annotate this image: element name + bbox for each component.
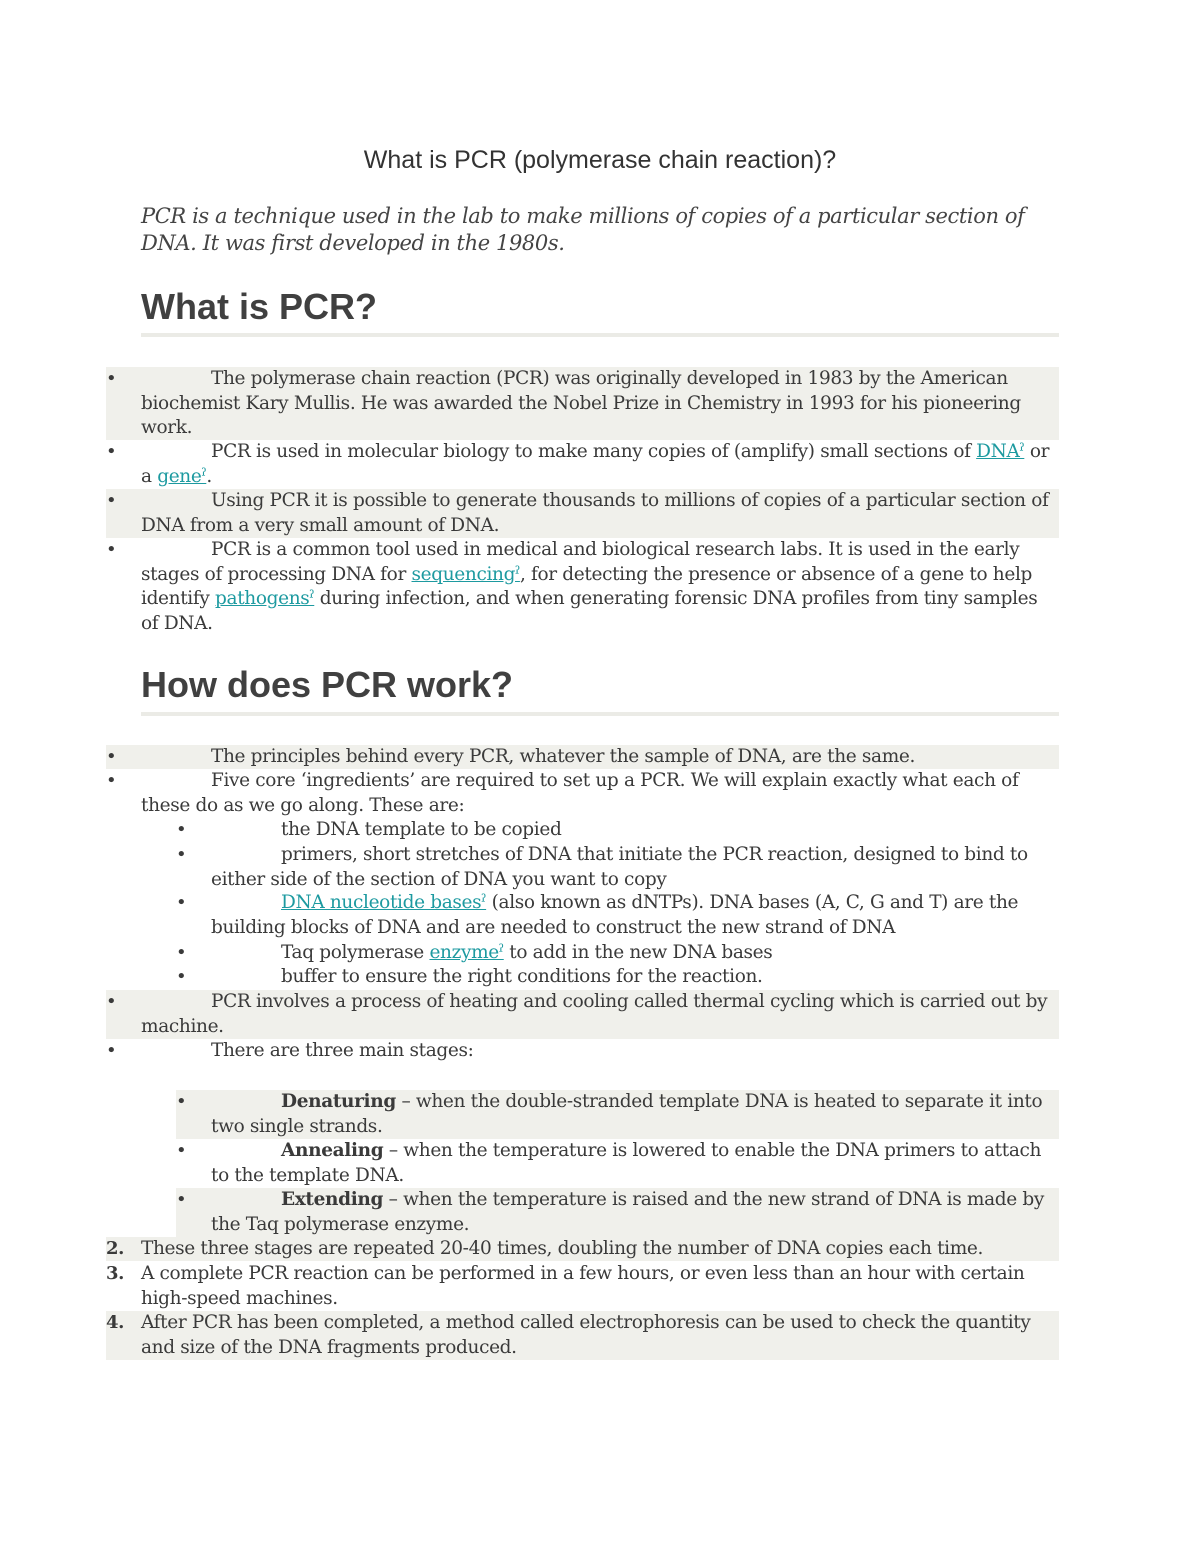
list-item: • Five core ‘ingredients’ are required to set up a PCR. We will explain exactly what each of these do as we go along. These are:	[106, 770, 1019, 816]
bullet-icon: •	[176, 942, 187, 963]
bullet-icon: •	[106, 368, 117, 389]
enzyme-link[interactable]: enzymeˀ	[429, 942, 504, 963]
bullet-icon: •	[176, 1189, 187, 1210]
numbered-item: 4. After PCR has been completed, a method called electrophoresis can be used to check the quantity and size of the DNA fragments produced.	[106, 1311, 1059, 1360]
section-divider	[141, 712, 1059, 716]
bullet-icon: •	[176, 966, 187, 987]
bullet-icon: •	[106, 746, 117, 767]
section-heading-what-is-pcr: What is PCR?	[141, 286, 378, 327]
bullet-icon: •	[106, 1040, 117, 1061]
dna-link[interactable]: DNAˀ	[976, 441, 1025, 462]
sub-list-item: • primers, short stretches of DNA that initiate the PCR reaction, designed to bind to either side of the section of DNA you want to copy	[176, 844, 1028, 890]
list-item: • PCR is used in molecular biology to make many copies of (amplify) small sections of DNAˀ or a geneˀ.	[106, 441, 1050, 487]
sub-list-item: • DNA nucleotide basesˀ (also known as dNTPs). DNA bases (A, C, G and T) are the building blocks of DNA and are needed to construct the new strand of DNA	[176, 892, 1019, 938]
bullet-icon: •	[176, 1140, 187, 1161]
bullet-icon: •	[176, 819, 187, 840]
list-item: • PCR is a common tool used in medical and biological research labs. It is used in the early stages of processing DNA for sequencingˀ, for detecting the presence or absence of a gene to help identify pathogensˀ during infection, and when generating forensic DNA profiles from tiny samples of DNA.	[106, 539, 1038, 634]
list-number: 2.	[106, 1238, 125, 1259]
bullet-icon: •	[106, 490, 117, 511]
list-item: • The polymerase chain reaction (PCR) was originally developed in 1983 by the American biochemist Kary Mullis. He was awarded the Nobel Prize in Chemistry in 1993 for his pioneering work.	[106, 367, 1059, 440]
gene-link[interactable]: geneˀ	[157, 465, 207, 487]
dna-nucleotide-bases-link[interactable]: DNA nucleotide basesˀ	[281, 892, 487, 913]
bullet-icon: •	[106, 770, 117, 791]
numbered-item: 3. A complete PCR reaction can be performed in a few hours, or even less than an hour with certain high-speed machines.	[106, 1263, 1025, 1309]
sub-list-item: • Taq polymerase enzymeˀ to add in the new DNA bases	[176, 941, 1059, 965]
sequencing-link[interactable]: sequencingˀ	[411, 563, 520, 585]
sub-list-item: • Denaturing – when the double-stranded template DNA is heated to separate it into two single strands.	[176, 1090, 1059, 1139]
list-number: 3.	[106, 1263, 125, 1284]
list-item: • There are three main stages:	[106, 1039, 1059, 1063]
list-number: 4.	[106, 1312, 125, 1333]
sub-list-item: • Annealing – when the temperature is lowered to enable the DNA primers to attach to the template DNA.	[176, 1140, 1042, 1186]
sub-list-item: • Extending – when the temperature is raised and the new strand of DNA is made by the Taq polymerase enzyme.	[176, 1188, 1059, 1237]
bullet-icon: •	[106, 539, 117, 560]
sub-list-item: • the DNA template to be copied	[176, 818, 1059, 842]
page-title: What is PCR (polymerase chain reaction)?	[363, 146, 837, 174]
intro-paragraph: PCR is a technique used in the lab to make millions of copies of a particular section of DNA. It was first developed in the 1980s.	[141, 204, 1025, 255]
bullet-icon: •	[176, 892, 187, 913]
list-item: • The principles behind every PCR, whatever the sample of DNA, are the same.	[106, 745, 1059, 769]
bullet-icon: •	[176, 844, 187, 865]
list-item: • PCR involves a process of heating and cooling called thermal cycling which is carried out by machine.	[106, 990, 1059, 1039]
bullet-icon: •	[106, 991, 117, 1012]
bullet-icon: •	[176, 1091, 187, 1112]
section-heading-how-does-pcr-work: How does PCR work?	[141, 664, 514, 705]
pathogens-link[interactable]: pathogensˀ	[215, 588, 315, 609]
list-item: • Using PCR it is possible to generate thousands to millions of copies of a particular section of DNA from a very small amount of DNA.	[106, 489, 1059, 538]
numbered-item: 2. These three stages are repeated 20-40 times, doubling the number of DNA copies each time.	[106, 1237, 1059, 1261]
section-divider	[141, 333, 1059, 337]
sub-list-item: • buffer to ensure the right conditions for the reaction.	[176, 965, 1059, 989]
bullet-icon: •	[106, 441, 117, 462]
